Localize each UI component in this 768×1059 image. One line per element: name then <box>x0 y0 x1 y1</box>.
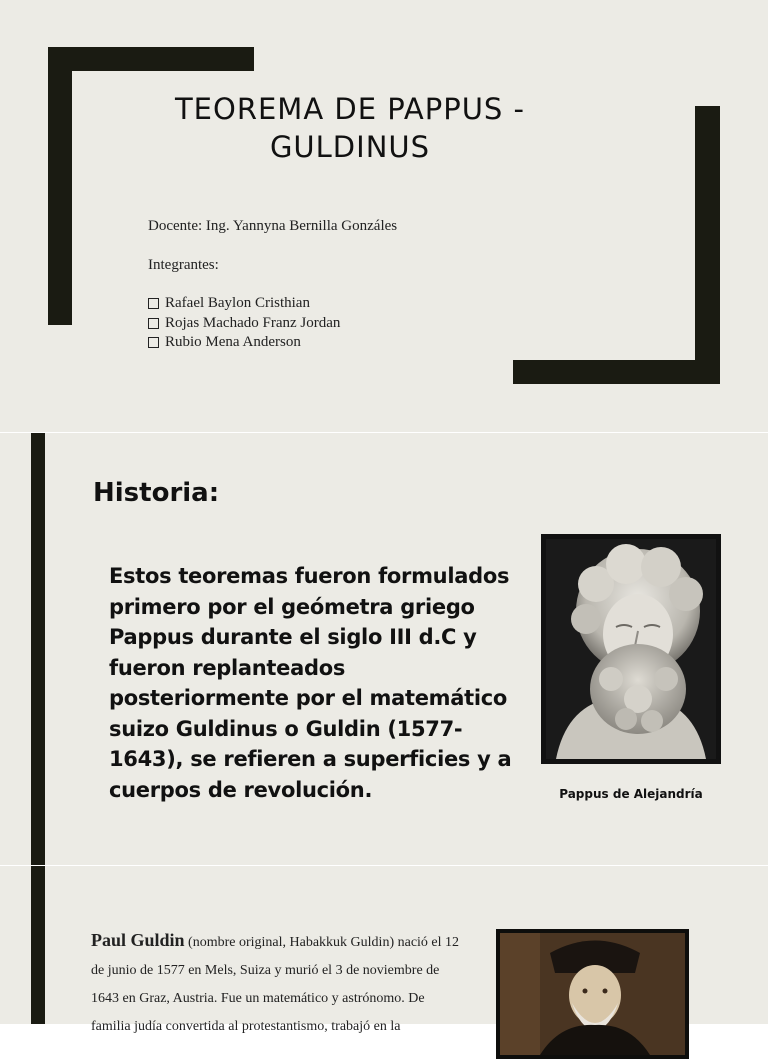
left-accent-bar <box>31 433 45 865</box>
docente-line: Docente: Ing. Yannyna Bernilla Gonzáles <box>148 218 398 234</box>
title-slide <box>0 0 768 432</box>
pappus-bust-image <box>546 539 716 759</box>
frame-corner-bottom-vertical <box>695 106 720 384</box>
members-list <box>148 294 340 353</box>
integrantes-label: Integrantes: <box>148 257 219 273</box>
historia-paragraph: Estos teoremas fueron formulados primero por el geómetra griego Pappus durante el siglo III d.C y fueron replanteados posteriormente por el matemático suizo Guldinus o Guldin (1577-1643), se refieren a superficies y a cuerpos de revolución. <box>109 564 512 802</box>
historia-heading: Historia: <box>93 478 220 508</box>
bio-text: (nombre original, Habakkuk Guldin) nació el 12 de junio de 1577 en Mels, Suiza y murió el 3 de noviembre de 1643 en Graz, Austria. Fue un matemático y astrónomo. De familia judía convertida al protestantismo, trabajó en la <box>91 935 460 1034</box>
portrait-caption: Pappus de Alejandría <box>559 787 703 801</box>
member-item: Rubio Mena Anderson <box>148 333 340 353</box>
frame-corner-top-vertical <box>48 47 72 325</box>
checkbox-bullet-icon <box>148 298 159 309</box>
bio-name: Paul Guldin <box>91 930 185 950</box>
pappus-portrait <box>541 534 721 764</box>
member-item: Rojas Machado Franz Jordan <box>148 314 340 334</box>
frame-corner-top-horizontal <box>48 47 254 71</box>
guldin-portrait <box>496 929 689 1059</box>
checkbox-bullet-icon <box>148 318 159 329</box>
slide-title: TEOREMA DE PAPPUS - GULDINUS <box>174 92 526 164</box>
left-accent-bar <box>31 866 45 1024</box>
guldin-portrait-image <box>500 933 685 1055</box>
checkbox-bullet-icon <box>148 337 159 348</box>
member-item: Rafael Baylon Cristhian <box>148 294 340 314</box>
frame-corner-bottom-horizontal <box>513 360 720 384</box>
